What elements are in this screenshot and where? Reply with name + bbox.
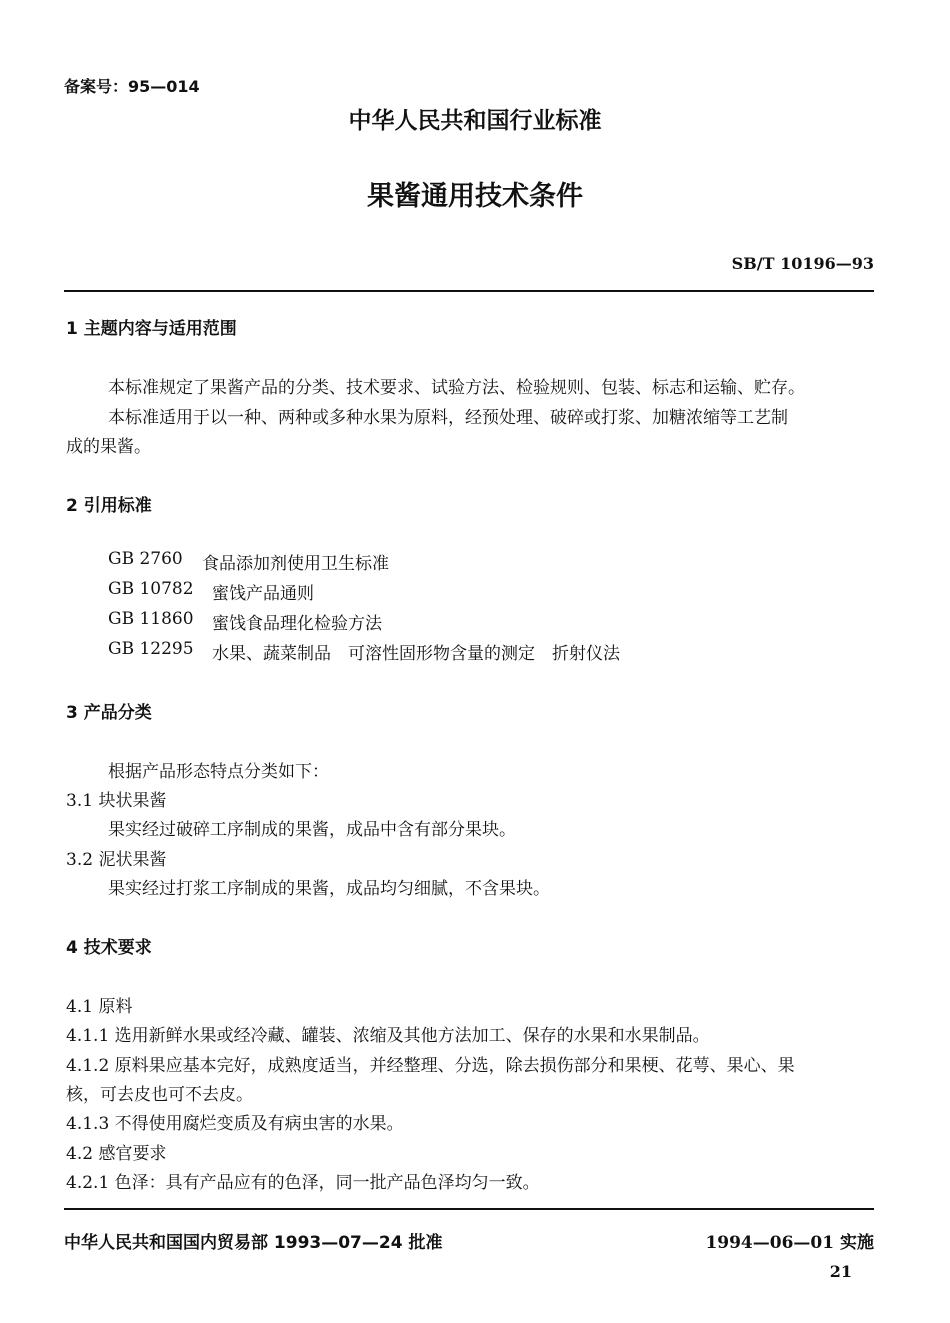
clause-4-1-3: 4.1.3 不得使用腐烂变质及有病虫害的水果。 [66,1114,404,1134]
reference-title: 蜜饯食品理化检验方法 [212,614,382,634]
clause-4-1-2: 4.1.2 原料果应基本完好，成熟度适当，并经整理、分选，除去损伤部分和果梗、花萼、果心、果 [66,1056,795,1076]
reference-item [108,639,620,664]
reference-title: 水果、蔬菜制品 可溶性固形物含量的测定 折射仪法 [212,644,620,664]
reference-title: 蜜饯产品通则 [212,584,314,604]
standard-code: SB/T 10196—93 [731,254,874,273]
section-1-paragraph-1: 本标准规定了果酱产品的分类、技术要求、试验方法、检验规则、包装、标志和运输、贮存。 [108,378,805,398]
section-1-paragraph-2-cont: 成的果酱。 [66,437,151,457]
section-2-heading: 2 引用标准 [66,496,152,516]
implementation-date: 1994—06—01 实施 [705,1233,874,1253]
reference-title: 食品添加剂使用卫生标准 [202,554,389,574]
header-rule [64,290,874,292]
clause-4-2: 4.2 感官要求 [66,1144,167,1164]
reference-code: GB 12295 [108,639,194,659]
clause-3-2-text: 果实经过打浆工序制成的果酱，成品均匀细腻，不含果块。 [108,879,550,899]
page-number: 21 [829,1262,852,1281]
reference-item [108,579,314,604]
reference-code: GB 10782 [108,579,194,599]
clause-3-2-title: 3.2 泥状果酱 [66,850,167,870]
footer-rule [64,1208,874,1210]
clause-4-1-1: 4.1.1 选用新鲜水果或经冷藏、罐装、浓缩及其他方法加工、保存的水果和水果制品。 [66,1026,710,1046]
reference-code: GB 2760 [108,549,183,569]
clause-3-1-text: 果实经过破碎工序制成的果酱，成品中含有部分果块。 [108,820,516,840]
section-1-heading: 1 主题内容与适用范围 [66,319,237,339]
clause-3-1-title: 3.1 块状果酱 [66,791,167,811]
section-3-intro: 根据产品形态特点分类如下： [108,762,329,782]
standard-type-heading: 中华人民共和国行业标准 [348,108,602,134]
document-title: 果酱通用技术条件 [367,181,583,212]
clause-4-2-1: 4.2.1 色泽：具有产品应有的色泽，同一批产品色泽均匀一致。 [66,1173,540,1193]
section-3-heading: 3 产品分类 [66,703,152,723]
approval-line: 中华人民共和国国内贸易部 1993—07—24 批准 [64,1233,443,1253]
clause-4-1-2-cont: 核，可去皮也可不去皮。 [66,1085,253,1105]
section-1-paragraph-2: 本标准适用于以一种、两种或多种水果为原料，经预处理、破碎或打浆、加糖浓缩等工艺制 [108,408,788,428]
section-4-heading: 4 技术要求 [66,938,152,958]
reference-item [108,549,389,574]
record-number: 备案号：95—014 [64,77,200,96]
reference-item [108,609,382,634]
reference-code: GB 11860 [108,609,194,629]
clause-4-1: 4.1 原料 [66,997,133,1017]
